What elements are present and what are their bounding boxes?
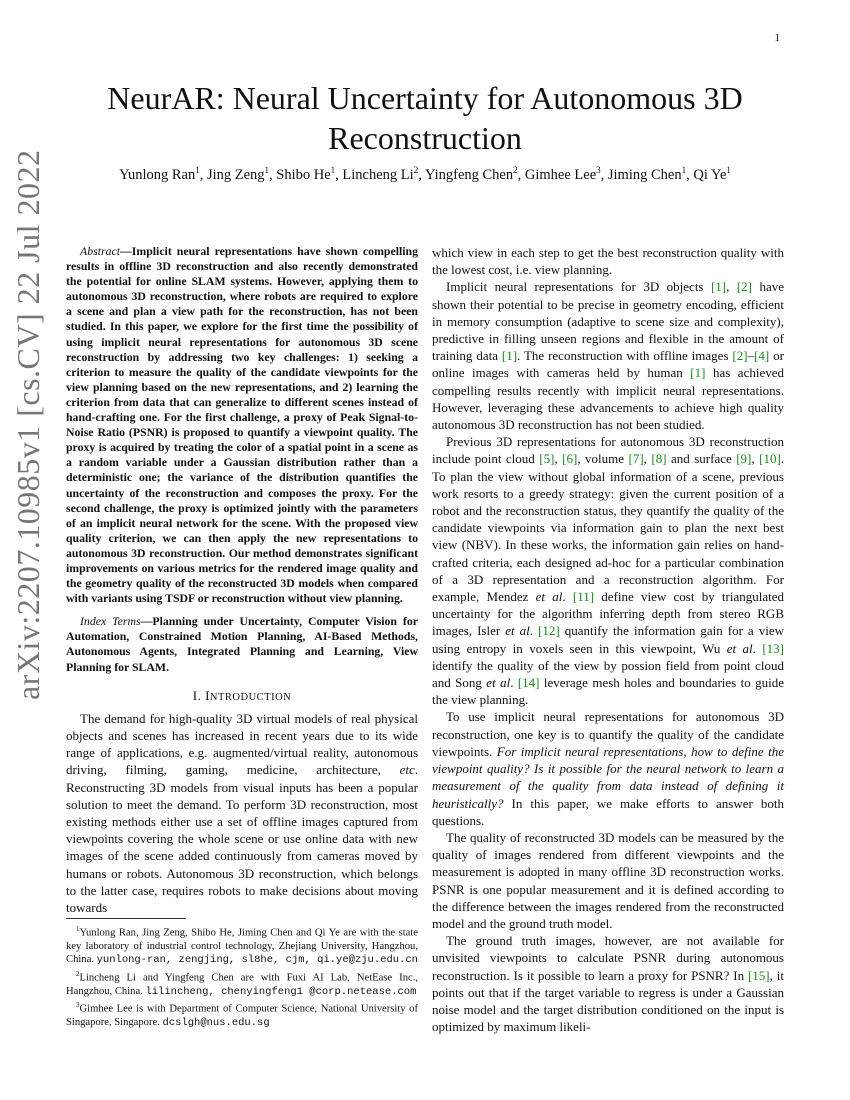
arxiv-identifier-stamp: arXiv:2207.10985v1 [cs.CV] 22 Jul 2022	[10, 149, 46, 700]
citation-link[interactable]: [14]	[517, 675, 540, 691]
citation-link[interactable]: [10]	[759, 451, 781, 467]
citation-link[interactable]: [1]	[690, 365, 706, 381]
footnote-divider	[66, 918, 186, 919]
author-name: Qi Ye	[693, 166, 727, 183]
author-affiliation: 1	[264, 165, 270, 175]
citation-link[interactable]: [2]	[732, 348, 748, 364]
author-affiliation: 1	[195, 165, 200, 175]
paragraph-psnr: The quality of reconstructed 3D models can be measured by the quality of images rendered from different viewpoints and the measurement is adopted in many offline 3D reconstruction works. PSNR is one popular measurement and it is defined according to the difference between the images rendered from the reconstructed model and the ground truth model.	[432, 829, 784, 931]
author-affiliation: 1	[681, 165, 687, 175]
citation-link[interactable]: [2]	[736, 279, 753, 295]
author-affiliation: 2	[513, 165, 518, 175]
index-terms: Index Terms—Planning under Uncertainty, Computer Vision for Automation, Constrained Motion Planning, AI-Based Methods, Autonomous Agents, Integrated Planning and Learning, View Planning for SLAM.	[66, 614, 418, 674]
citation-link[interactable]: [12]	[538, 623, 560, 639]
citation-link[interactable]: [1]	[501, 348, 518, 364]
intro-paragraph: The demand for high-quality 3D virtual models of real physical objects and scenes has increased in recent years due to its wide range of applications, e.g. augmented/virtual reality, autonomous driving, filming, gaming, medicine, architecture, etc. Reconstructing 3D models from visual inputs has been a popular solution to meet the demand. To perform 3D reconstruction, most existing methods either use a set of offline images captured from viewpoints covering the whole scene or use online data with new images of the scene added continuously from cameras moved by humans or robots. Autonomous 3D reconstruction, which belongs to the latter case, requires robots to make decisions about moving towards	[66, 710, 418, 916]
citation-link[interactable]: [13]	[762, 640, 785, 656]
citation-link[interactable]: [8]	[651, 451, 667, 467]
author-affiliation: 2	[413, 165, 419, 175]
footnotes	[66, 923, 418, 1030]
citation-link[interactable]: [11]	[572, 589, 595, 605]
paragraph-implicit-representations: Implicit neural representations for 3D objects [1], [2] have shown their potential to be precise in geometry encoding, efficient in memory consumption (adaptive to scene size and complexity), predictive in filling unseen regions and flexible in the amount of training data [1]. The reconstruction with offline images [2]–[4] or online images with cameras held by human [1] has achieved compelling results recently with implicit neural representations. However, leveraging these advancements to achieve high quality autonomous 3D reconstruction has not been studied.	[432, 279, 785, 433]
author-list: Yunlong Ran$^1$, Jing Zeng$^1$, Shibo He$^1$, Lincheng Li$^2$, Yingfeng Chen$^2$, Gimhee Lee$^3$, Jiming Chen$^1$, Qi Ye$^1$	[119, 165, 731, 183]
author-name: Yingfeng Chen	[424, 166, 514, 183]
paper-title: NeurAR: Neural Uncertainty for Autonomous 3D Reconstruction	[107, 80, 743, 156]
citation-link[interactable]: [5]	[539, 451, 555, 467]
citation-link[interactable]: [15]	[747, 967, 770, 983]
left-column	[66, 244, 418, 916]
author-affiliation: 3	[596, 165, 601, 175]
abstract: Abstract—Implicit neural representations have shown compelling results in offline 3D reconstruction and also recently demonstrated the potential for online SLAM systems. However, applying them to autonomous 3D reconstruction, where robots are required to explore a scene and plan a view path for the reconstruction, has not been studied. In this paper, we explore for the first time the possibility of using implicit neural representations for autonomous 3D scene reconstruction by addressing two key challenges: 1) seeking a criterion to measure the quality of the candidate viewpoints for the view planning based on the new representations, and 2) learning the criterion from data that can generalize to different scenes instead of hand-crafting one. For the first challenge, a proxy of Peak Signal-to-Noise Ratio (PSNR) is proposed to quantify a viewpoint quality. The proxy is acquired by treating the color of a spatial point in a scene as a random variable under a Gaussian distribution rather than a deterministic one; the variance of the distribution quantifies the uncertainty of the reconstruction and composes the proxy. For the second challenge, the proxy is optimized jointly with the parameters of an implicit neural network for the scene. With the proposed view quality criterion, we can then apply the new representations to autonomous 3D reconstruction. Our method demonstrates significant improvements on various metrics for the rendered image quality and the geometry quality of the reconstructed 3D models when compared with variants using TSDF or reconstruction without view planning.	[66, 244, 418, 606]
author-affiliation: 1	[330, 165, 336, 175]
author-name: Jiming Chen	[607, 166, 682, 183]
author-name: Jing Zeng	[206, 166, 265, 183]
paragraph-key-question: To use implicit neural representations for autonomous 3D reconstruction, one key is to quantify the quality of the candidate viewpoints. For implicit neural representations, how to define the viewpoint quality? Is it possible for the neural network to learn a measurement of the quality from data instead of defining it heuristically? In this paper, we make efforts to answer both questions.	[432, 709, 784, 828]
author-name: Yunlong Ran	[119, 166, 196, 183]
continued-paragraph: which view in each step to get the best reconstruction quality with the lowest cost, i.e. view planning.	[432, 245, 784, 278]
section-heading-introduction: I. INTRODUCTION	[192, 687, 292, 703]
author-affiliation: 1	[726, 165, 731, 175]
citation-link[interactable]: [9]	[736, 451, 752, 467]
author-name: Gimhee Lee	[524, 166, 597, 183]
citation-link[interactable]: [4]	[754, 348, 770, 364]
footnote-3: $^3$Gimhee Lee is with Department of Computer Science, National University of Singapore, Singapore. dcslgh@nus.edu.sg	[66, 1001, 418, 1030]
paragraph-previous-work: Previous 3D representations for autonomous 3D reconstruction include point cloud [5], [6], volume [7], [8] and surface [9], [10]. To plan the view without global information of a scene, previous work resorts to a greedy strategy: given the current position of a robot and the reconstruction status, they quantify the quality of the candidate viewpoints via information gain to plan the next best view (NBV). In these works, the information gain relies on hand-crafted criteria, each designed ad-hoc for a particular combination of a 3D representation and a reconstruction algorithm. For example, Mendez et al. [11] define view cost by triangulated uncertainty for the algorithm inferring depth from stereo RGB images, Isler et al. [12] quantify the information gain for a view using entropy in voxels seen in this viewpoint, Wu et al. [13] identify the quality of the view by possion field from point cloud and Song et al. [14] leverage mesh holes and boundaries to guide the view planning.	[432, 434, 785, 708]
right-column	[432, 244, 784, 1035]
paragraph-ground-truth: The ground truth images, however, are not available for unvisited viewpoints to calculate PSNR during autonomous reconstruction. Is it possible to learn a proxy for PSNR? In [15], it points out that if the target variable to regress is under a Gaussian noise model and the target distribution conditioned on the input is optimized by maximum likeli-	[432, 933, 784, 1035]
citation-link[interactable]: [1]	[710, 279, 727, 295]
citation-link[interactable]: [7]	[628, 451, 644, 467]
citation-link[interactable]: [6]	[562, 451, 578, 467]
page-number: 1	[774, 32, 780, 44]
footnote-1: $^1$Yunlong Ran, Jing Zeng, Shibo He, Jiming Chen and Qi Ye are with the state key laboratory of industrial control technology, Zhejiang University, Hangzhou, China. yunlong-ran, zengjing, sl8he, cjm, qi.ye@zju.edu.cn	[66, 925, 418, 967]
author-name: Lincheng Li	[342, 166, 414, 183]
footnote-2: $^2$Lincheng Li and Yingfeng Chen are with Fuxi AI Lab, NetEase Inc., Hangzhou, China. lilincheng, chenyingfeng1 @corp.netease.com	[66, 969, 418, 998]
author-name: Shibo He	[276, 166, 331, 183]
